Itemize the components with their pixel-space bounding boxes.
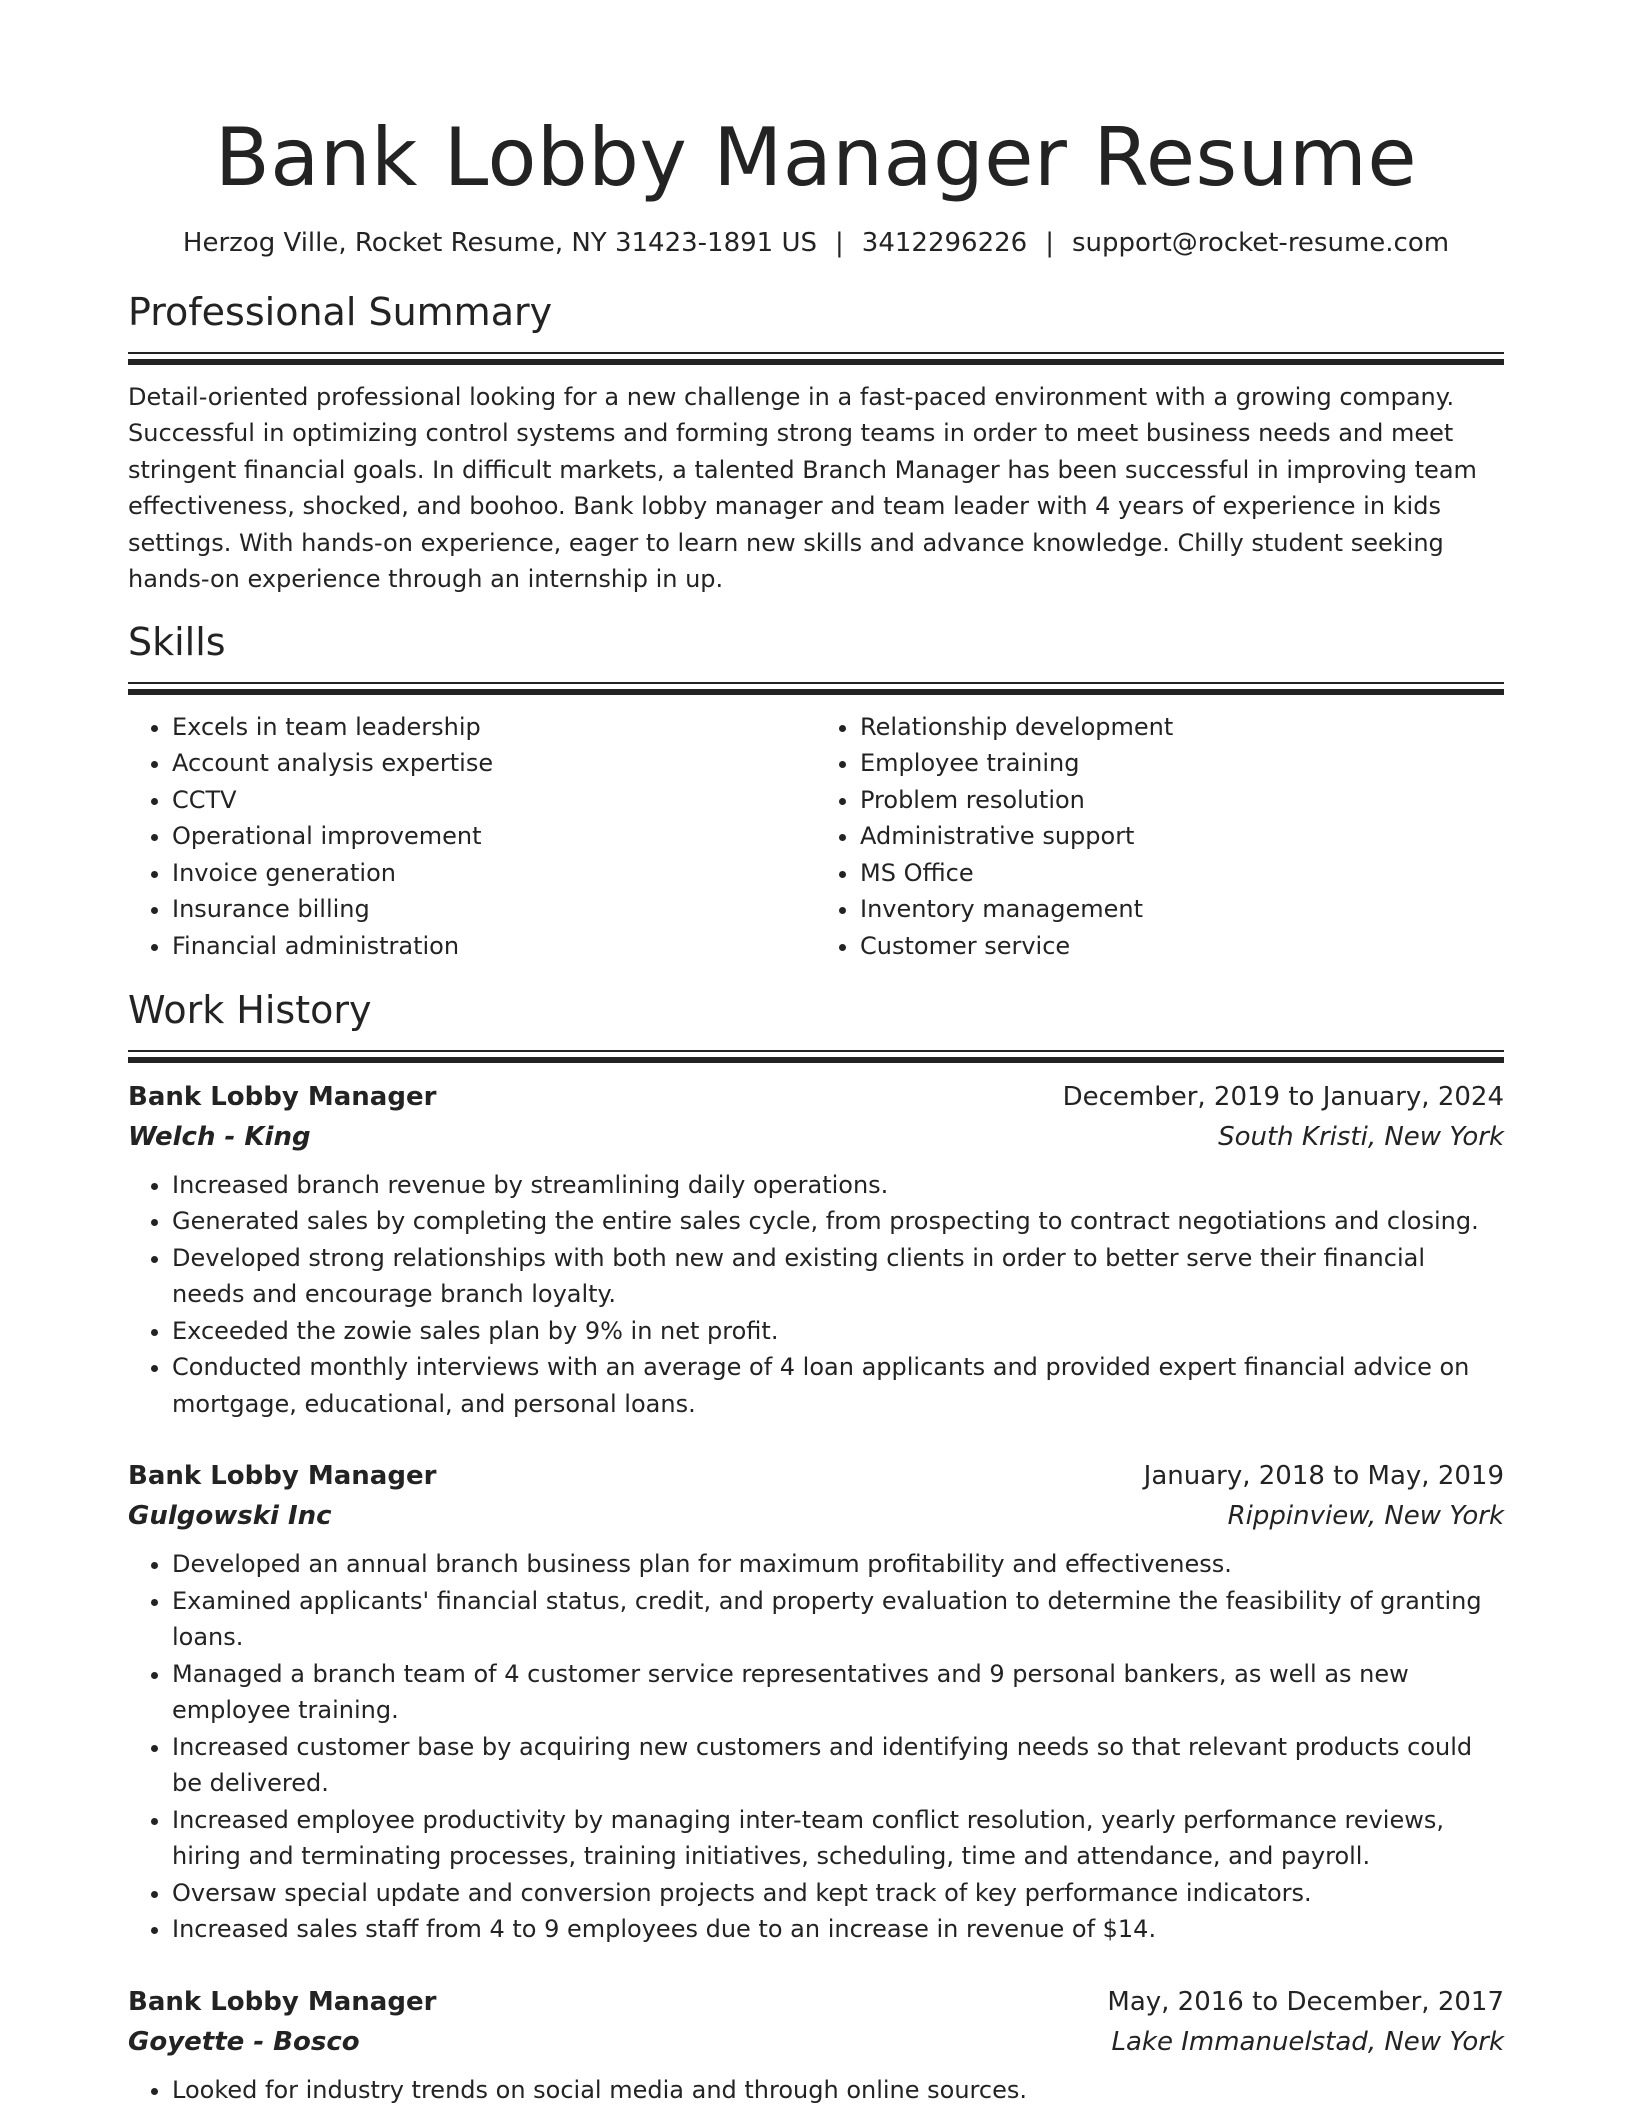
- skill-item: • CCTV: [172, 782, 816, 819]
- skill-item: • Customer service: [860, 928, 1504, 965]
- contact-phone: 3412296226: [861, 228, 1028, 258]
- job-bullet: • Exceeded the zowie sales plan by 9% in net profit.: [172, 1313, 1504, 1350]
- job-header: [128, 1982, 1504, 2022]
- resume-title: Bank Lobby Manager Resume: [214, 111, 1418, 204]
- job-dates: January, 2018 to May, 2019: [1143, 1461, 1504, 1492]
- job-bullet: • Increased employee productivity by managing inter-team conflict resolution, yearly performance reviews, hiring and terminating processes, training initiatives, scheduling, time and attendance, and payroll.: [172, 1802, 1504, 1875]
- job-bullet: • Increased branch revenue by streamlining daily operations.: [172, 1167, 1504, 1204]
- contact-line: [128, 228, 1504, 258]
- job-company: Gulgowski Inc: [128, 1501, 332, 1532]
- skills-list-right: [816, 709, 1504, 965]
- skill-item: • Relationship development: [860, 709, 1504, 746]
- contact-separator: |: [835, 228, 844, 258]
- skill-item: • Financial administration: [172, 928, 816, 965]
- contact-email: support@rocket-resume.com: [1071, 228, 1450, 258]
- contact-address: Herzog Ville, Rocket Resume, NY 31423-1891 US: [182, 228, 818, 258]
- section-divider: [128, 352, 1504, 365]
- job-bullet: • Developed strong relationships with both new and existing clients in order to better serve their financial needs and encourage branch loyalty.: [172, 1240, 1504, 1313]
- job-bullets: [128, 1546, 1504, 1948]
- job-location: South Kristi, New York: [1218, 1121, 1504, 1152]
- job-bullet: • Examined applicants' financial status, credit, and property evaluation to determine the feasibility of granting loans.: [172, 1583, 1504, 1656]
- job-company: Welch - King: [128, 1121, 311, 1152]
- job-subheader: [128, 2022, 1504, 2062]
- contact-separator: |: [1045, 228, 1054, 258]
- job-bullet: • Developed an annual branch business plan for maximum profitability and effectiveness.: [172, 1546, 1504, 1583]
- job-header: [128, 1456, 1504, 1496]
- job-bullet: • Oversaw special update and conversion projects and kept track of key performance indicators.: [172, 1875, 1504, 1912]
- skill-item: • Operational improvement: [172, 818, 816, 855]
- skill-item: • Account analysis expertise: [172, 745, 816, 782]
- job-bullet: • Conducted monthly interviews with an average of 4 loan applicants and provided expert financial advice on mortgage, educational, and personal loans.: [172, 1349, 1504, 1422]
- skills-list-left: [128, 709, 816, 965]
- job-bullet: • Increased sales staff from 4 to 9 employees due to an increase in revenue of $14.: [172, 1911, 1504, 1948]
- job-bullet: • Managed a branch team of 4 customer service representatives and 9 personal bankers, as well as new employee training.: [172, 1656, 1504, 1729]
- summary-heading: Professional Summary: [128, 290, 553, 334]
- summary-text: Detail-oriented professional looking for a new challenge in a fast-paced environment with a growing company. Successful in optimizing control systems and forming strong teams in order to meet business needs and meet stringent financial goals. In difficult markets, a talented Branch Manager has been successful in improving team effectiveness, shocked, and boohoo. Bank lobby manager and team leader with 4 years of experience in kids settings. With hands-on experience, eager to learn new skills and advance knowledge. Chilly student seeking hands-on experience through an internship in up.: [128, 382, 1477, 594]
- summary-section: [128, 292, 1504, 598]
- skill-item: • Insurance billing: [172, 891, 816, 928]
- section-divider: [128, 1050, 1504, 1063]
- job-title: Bank Lobby Manager: [128, 1461, 437, 1492]
- skill-item: • Administrative support: [860, 818, 1504, 855]
- job-bullet: • Generated sales by completing the entire sales cycle, from prospecting to contract negotiations and closing.: [172, 1203, 1504, 1240]
- section-divider: [128, 682, 1504, 695]
- skill-item: • MS Office: [860, 855, 1504, 892]
- skill-item: • Inventory management: [860, 891, 1504, 928]
- skill-item: • Problem resolution: [860, 782, 1504, 819]
- job-header: [128, 1077, 1504, 1117]
- work-history-heading: Work History: [128, 988, 372, 1033]
- skill-item: • Employee training: [860, 745, 1504, 782]
- job-location: Lake Immanuelstad, New York: [1111, 2026, 1504, 2057]
- job-bullet: • Increased customer base by acquiring new customers and identifying needs so that relevant products could be delivered.: [172, 1729, 1504, 1802]
- skill-item: • Excels in team leadership: [172, 709, 816, 746]
- job-title: Bank Lobby Manager: [128, 1081, 437, 1112]
- job-dates: December, 2019 to January, 2024: [1062, 1081, 1504, 1112]
- job-entry: [128, 1982, 1504, 2109]
- job-title: Bank Lobby Manager: [128, 1986, 437, 2017]
- job-bullets: [128, 2072, 1504, 2109]
- job-dates: May, 2016 to December, 2017: [1107, 1986, 1504, 2017]
- job-entry: [128, 1077, 1504, 1423]
- work-history-section: [128, 990, 1504, 2108]
- job-entry: [128, 1456, 1504, 1948]
- job-bullet: • Looked for industry trends on social media and through online sources.: [172, 2072, 1504, 2109]
- skills-heading: Skills: [128, 619, 226, 664]
- job-subheader: [128, 1117, 1504, 1157]
- skills-section: [128, 619, 1504, 964]
- skill-item: • Invoice generation: [172, 855, 816, 892]
- job-subheader: [128, 1496, 1504, 1536]
- job-bullets: [128, 1167, 1504, 1423]
- job-location: Rippinview, New York: [1227, 1501, 1504, 1532]
- skills-columns: [128, 709, 1504, 965]
- job-company: Goyette - Bosco: [128, 2026, 360, 2057]
